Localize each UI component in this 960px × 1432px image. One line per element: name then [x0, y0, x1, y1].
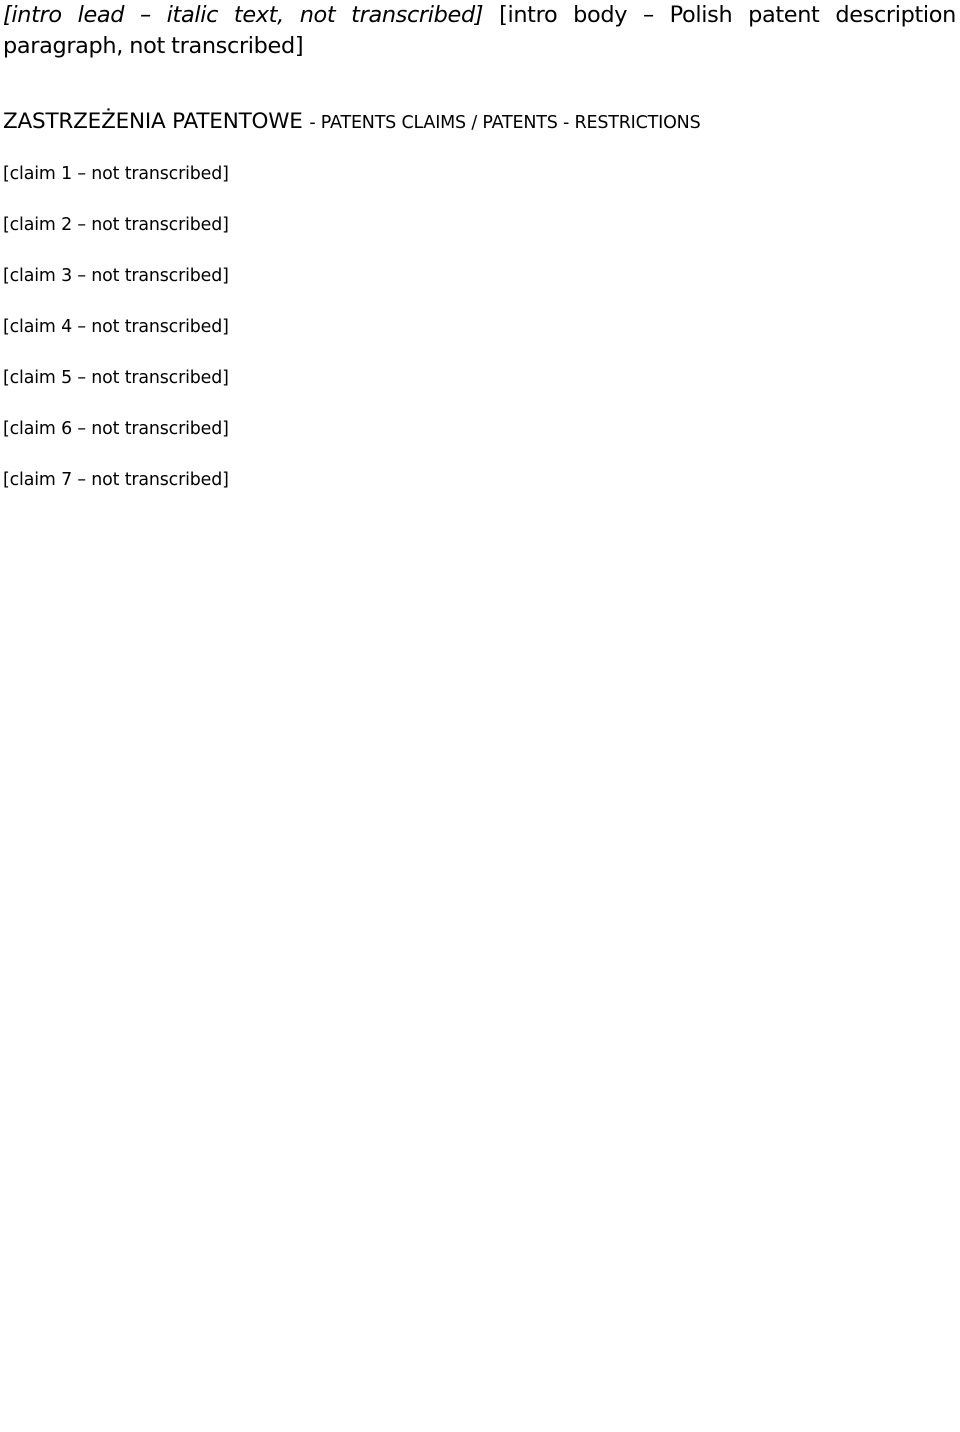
claims-heading-main: ZASTRZEŻENIA PATENTOWE [3, 109, 303, 135]
claim-item-2: [claim 2 – not transcribed] [3, 215, 229, 236]
claim-item-4: [claim 4 – not transcribed] [3, 317, 229, 338]
claim-item-7: [claim 7 – not transcribed] [3, 470, 229, 491]
intro-body-text: [intro body – Polish patent description paragraph, not transcribed] [3, 2, 956, 60]
claims-heading [3, 108, 956, 137]
claim-item-3: [claim 3 – not transcribed] [3, 266, 229, 287]
intro-paragraph [3, 0, 956, 62]
claim-item-6: [claim 6 – not transcribed] [3, 419, 229, 440]
claims-heading-sub: - PATENTS CLAIMS / PATENTS - RESTRICTIONS [309, 113, 701, 134]
claim-item-1: [claim 1 – not transcribed] [3, 164, 229, 185]
intro-lead-text: [intro lead – italic text, not transcribed] [3, 2, 484, 28]
claim-item-5: [claim 5 – not transcribed] [3, 368, 229, 389]
claims-list [3, 161, 956, 494]
